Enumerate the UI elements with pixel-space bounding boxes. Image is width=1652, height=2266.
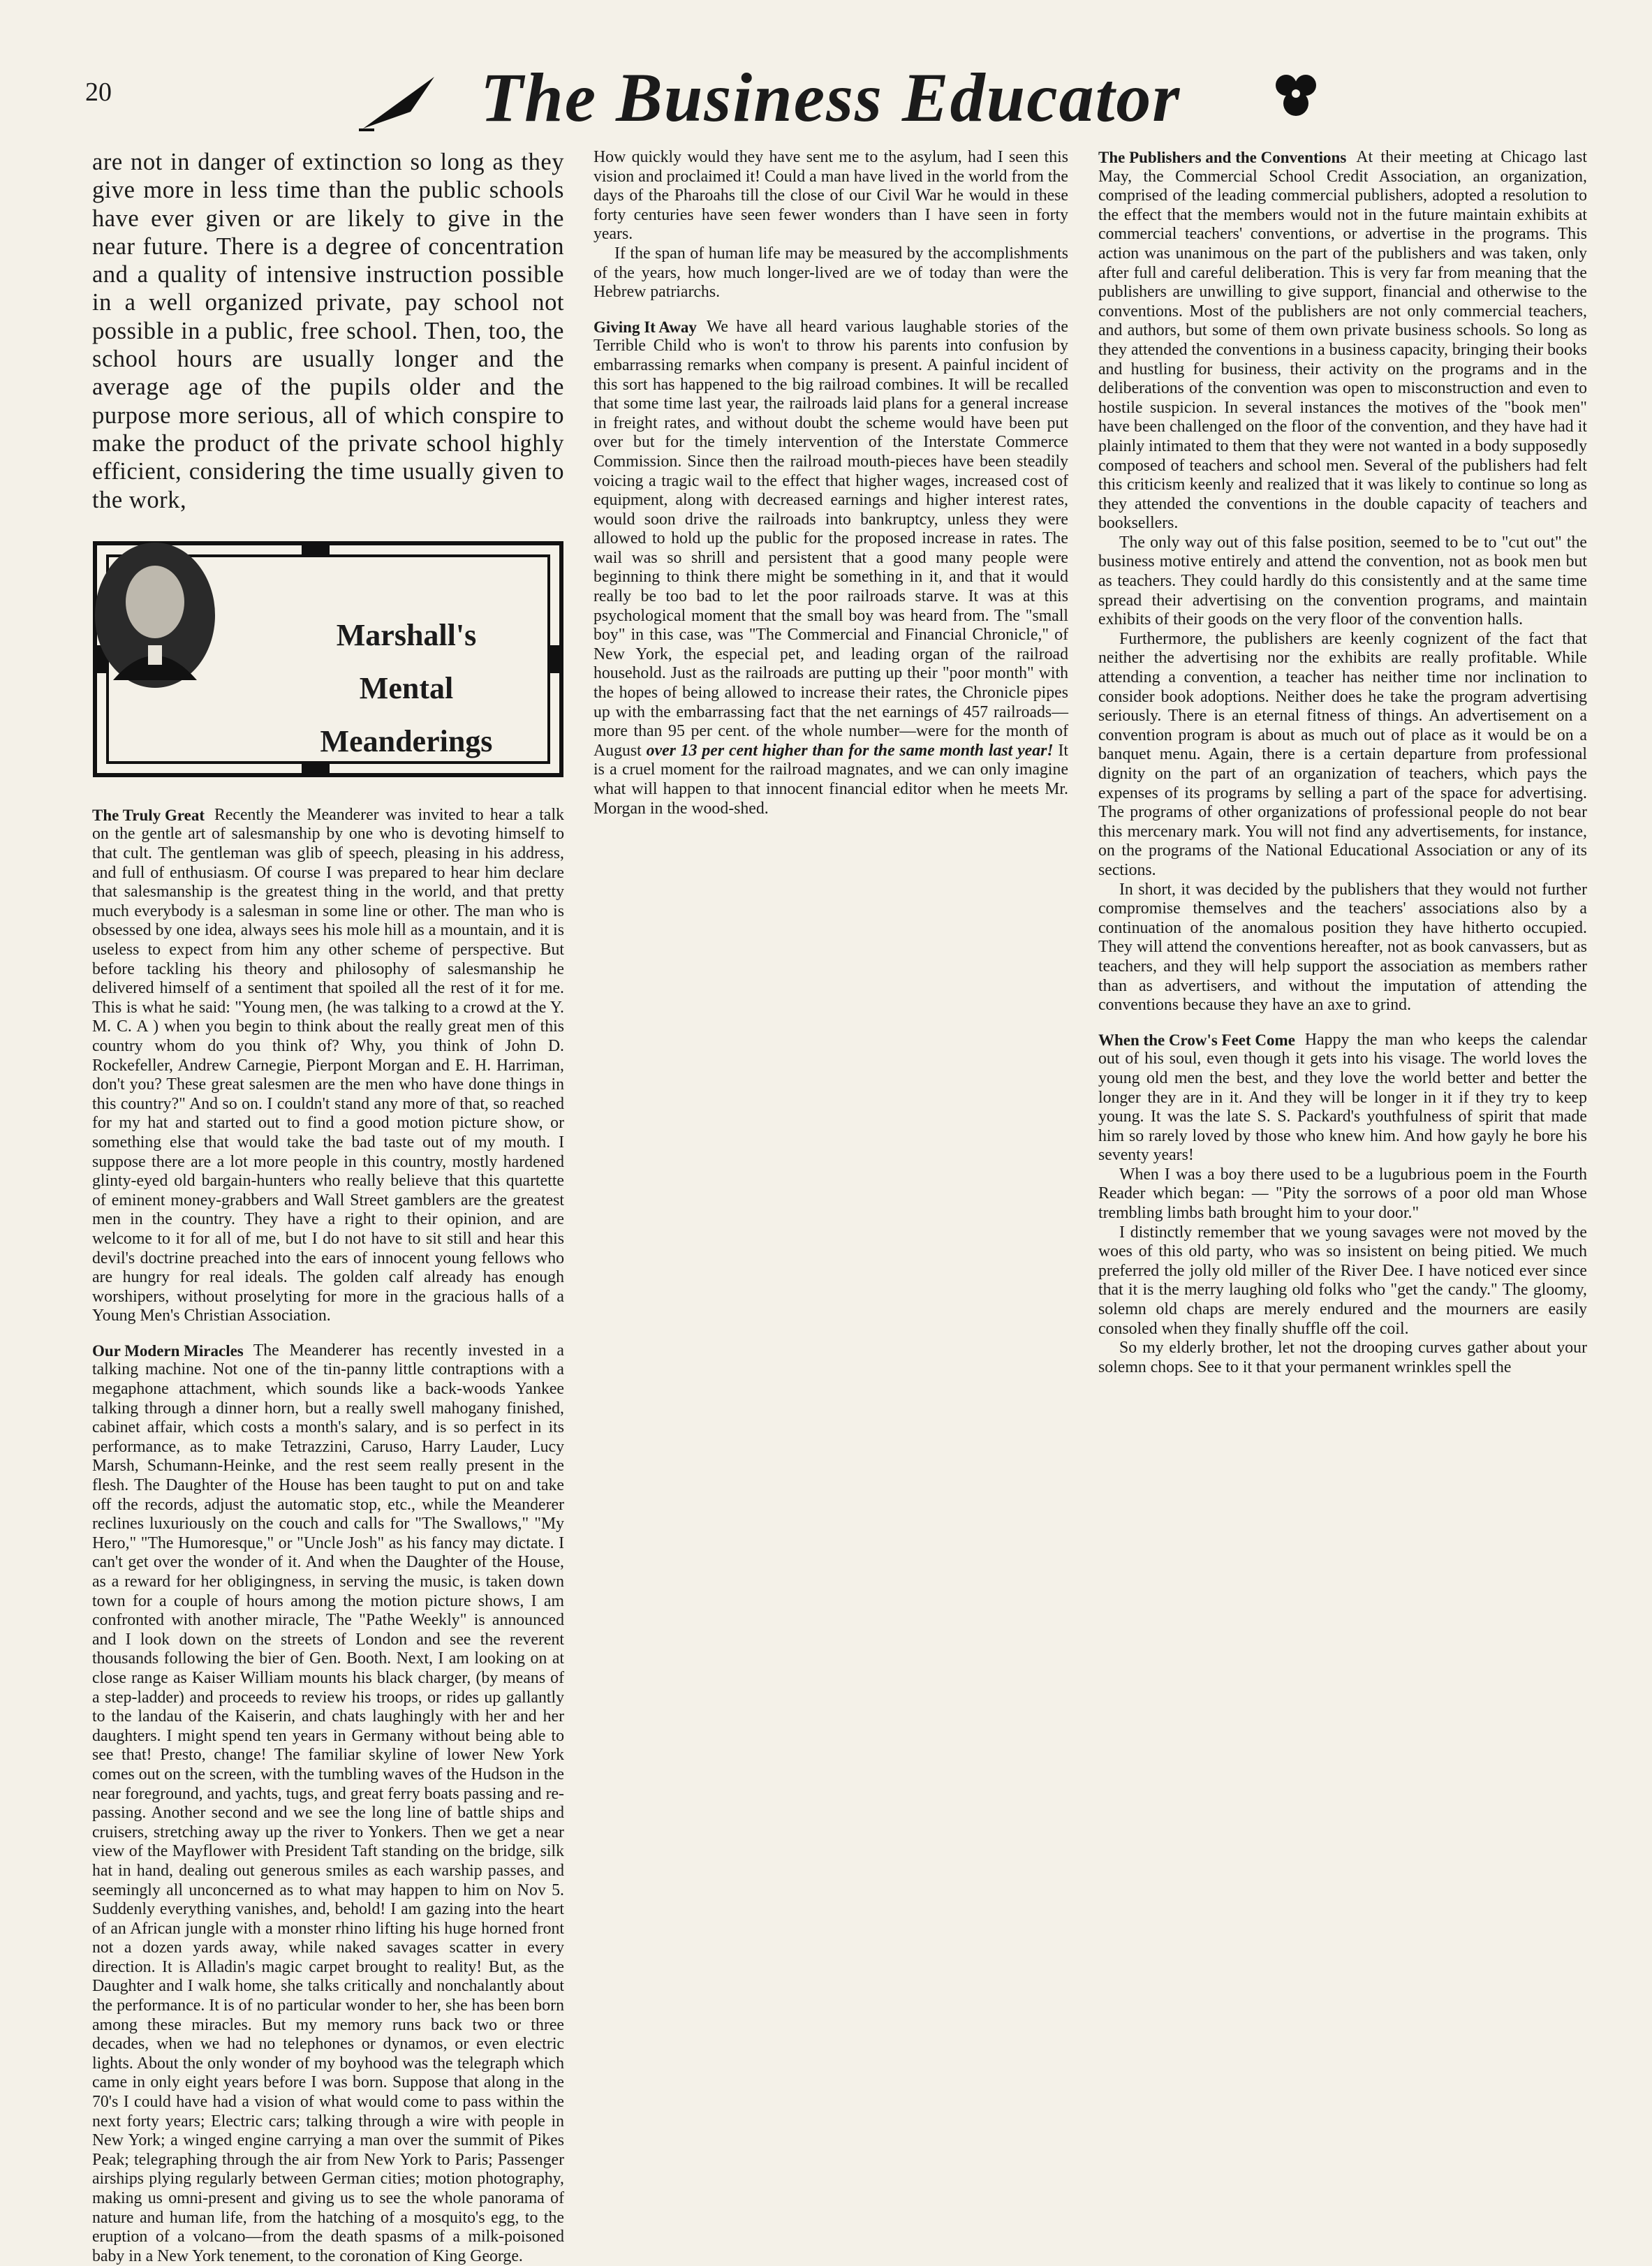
section-publishers: [1098, 148, 1587, 1015]
paragraph-crows-feet-4: So my elderly brother, let not the drooping curves gather about your solemn chops. See to it that your permanent wrinkles spell the: [1098, 1339, 1587, 1376]
paragraph-publishers-3: Furthermore, the publishers are keenly cognizent of the fact that neither the advertising nor the exhibits are really profitable. While attending a convention, a teacher has neither time nor inclination to consider book adoptions. Neither does he take the program advertising seriously. There is an eternal fitness of things. An advertisement on a convention program is about as much out of place as it would be on a banquet menu. Again, there is a certain departure from professional dignity on the part of an organization of teachers, which pays the expenses of its programs by selling a part of the space for advertising. The programs of other organizations of professional people do not bear this mercenary mark. You will not find any advertisements, for instance, on the programs of the National Educational Association or any of its sections.: [1098, 629, 1587, 879]
fleur-ornament-icon: [1272, 70, 1320, 120]
masthead-title: The Business Educator: [480, 59, 1181, 136]
column-3: [1098, 148, 1587, 1377]
section-heading-crows-feet: When the Crow's Feet Come: [1098, 1031, 1295, 1049]
feature-title: [316, 609, 497, 768]
section-giving-away: [593, 318, 1068, 818]
emphasis-earnings: over 13 per cent higher than for the same month last year!: [646, 741, 1054, 760]
paragraph-giving-away-1-end: It is a cruel moment for the railroad magnates, and we can only imagine what will happen to that innocent financial editor when he meets Mr. Morgan in the wood-shed.: [593, 741, 1069, 818]
section-truly-great: [92, 806, 564, 1326]
section-heading-modern-miracles: Our Modern Miracles: [92, 1341, 244, 1360]
intro-paragraph: are not in danger of extinction so long as they give more in less time than the public schools have ever given or are likely to give in the near future. There is a degree of concentration and a quality of intensive instruction possible in a well organized private, pay school not possible in a public, free school. Then, too, the school hours are usually longer and the average age of the pupils older and the purpose more serious, all of which conspire to make the product of the private school highly efficient, considering the time usually given to the work,: [92, 149, 564, 513]
section-heading-publishers: The Publishers and the Conventions: [1098, 149, 1347, 166]
paragraph-modern-miracles-3: If the span of human life may be measured by the accomplishments of the years, how much longer-lived are we of today than were the Hebrew patriarchs.: [593, 244, 1068, 302]
feature-title-box: [92, 540, 564, 778]
column-1: [92, 148, 564, 2266]
paragraph-modern-miracles-2: How quickly would they have sent me to the asylum, had I seen this vision and proclaimed it! Could a man have lived in the world from the days of the Pharoahs till the close of our Civil War he would in these forty centuries have seen fewer wonders than I have seen in forty years.: [593, 148, 1068, 244]
section-heading-giving-away: Giving It Away: [593, 318, 697, 336]
paragraph-crows-feet-2: When I was a boy there used to be a lugubrious poem in the Fourth Reader which began: — "Pity the sorrows of a poor old man Whose trembling limbs bath brought him to your door.": [1098, 1165, 1587, 1223]
paragraph-publishers-1: At their meeting at Chicago last May, the Commercial School Credit Association, an organization, comprised of the leading commercial publishers, adopted a resolution to the effect that the members would not in the future maintain exhibits at commercial teachers' conventions, or advertise in the programs. This action was unanimous on the part of the publishers and was taken, only after full and careful deliberation. This is very far from meaning that the publishers are unwilling to give support, financial and otherwise to the conventions. Most of the publishers are not only commercial teachers, and authors, but some of them own private business schools. So long as they attended the conventions in a business capacity, bringing their books and hustling for business, their activity on the programs and in the deliberations of the convention was open to misconstruction and even to hostile suspicion. In several instances the motives of the "book men" have been challenged on the floor of the convention, and they have had it plainly intimated to them that they were not wanted in a body supposedly composed of teachers and school men. Several of the publishers had felt this criticism keenly and realized that it was likely to continue so long as they attended the conventions in the double capacity of teachers and booksellers.: [1098, 148, 1587, 533]
paragraph-truly-great-1: Recently the Meanderer was invited to hear a talk on the gentle art of salesmanship by one who is devoting himself to that cult. The gentleman was glib of speech, pleasing in his address, and full of enthusiasm. Of course I was prepared to hear him declare that salesmanship is the greatest thing in the world, and that pretty much everybody is a salesman in some line or other. The man who is obsessed by one idea, always sees his mole hill as a mountain, and it is useless to expect from him any other scheme of perspective. But before tackling his theory and philosophy of salesmanship he delivered himself of a sentiment that spoiled all the rest of it for me. This is what he said: "Young men, (he was talking to a crowd at the Y. M. C. A ) when you begin to think about the really great men of this country whom do you think of? Why, you think of John D. Rockefeller, Andrew Carnegie, Pierpont Morgan and E. H. Harriman, don't you? These great salesmen are the men who have done things in this country?" And so on. I couldn't stand any more of that, so reached for my hat and started out to find a good motion picture show, or something else that would take the bad taste out of my mouth. I suppose there are a lot more people in this country, mostly hardened glinty-eyed old bargain-hunters who really believe that this quartette of eminent money-grabbers and Wall Street gamblers are the greatest men in the country. They have a right to their opinion, and are welcome to it for all of me, but I do not have to sit still and hear this devil's doctrine preached into the ears of innocent young fellows who are hungry for real ideals. The golden calf already has enough worshipers, without proselyting for more in the gracious halls of a Young Men's Christian Association.: [92, 805, 564, 1325]
portrait-image: [92, 540, 218, 691]
section-modern-miracles: [92, 1341, 564, 2266]
feature-title-line3: Meanderings: [320, 723, 493, 758]
section-heading-truly-great: The Truly Great: [92, 806, 205, 824]
feature-title-line1: Marshall's: [336, 617, 477, 652]
paragraph-giving-away-1: We have all heard various laughable stories of the Terrible Child who is won't to throw his parents into confusion by embarrassing remarks when company is present. A painful incident of this sort has happened to the big railroad combines. It will be recalled that some time last year, the railroads laid plans for a general increase in freight rates, and without doubt the scheme would have been put over but for the timely intervention of the Interstate Commerce Commission. Since then the railroad mouth-pieces have been steadily voicing a tragic wail to the effect that higher wages, increased cost of equipment, along with decreased earnings and higher interest rates, would soon drive the railroads into bankruptcy, unless they were allowed to hold up the public for the proposed increase in rates. The wail was so shrill and persistent that a good many people were beginning to think there might be something in it, and that it would really be too bad to let the poor railroads starve. It was at this psychological moment that the small boy was heard from. The "small boy" in this case, was "The Commercial and Financial Chronicle," of New York, the especial pet, and leading organ of the railroad household. Just as the railroads are putting up their "poor month" with the hopes of being allowed to increase their rates, the Chronicle pipes up with the embarrassing fact that the net earnings of 457 railroads—more than 95 per cent. of the whole number—were for the month of August: [593, 317, 1068, 760]
section-crows-feet: [1098, 1031, 1587, 1378]
page-header: [0, 42, 1652, 147]
page-number: 20: [85, 78, 112, 107]
paragraph-publishers-2: The only way out of this false position, seemed to be to "cut out" the business motive entirely and attend the convention, not as book men but as teachers. They could hardly do this consistently and at the same time spread their advertising on the convention programs, and maintain exhibits of their goods on the very floor of the convention halls.: [1098, 533, 1587, 629]
column-2: [593, 148, 1068, 818]
feature-title-line2: Mental: [359, 670, 454, 705]
paragraph-crows-feet-1: Happy the man who keeps the calendar out of his soul, even though it gets into his visage. The world loves the young old men the best, and they love the world better and better the longer they are in it. And they will be longer in it if they try to keep young. It was the late S. S. Packard's youthfulness of spirit that made him so rarely loved by those who knew him. And how gayly he bore his seventy years!: [1098, 1030, 1587, 1165]
paragraph-modern-miracles-1: The Meanderer has recently invested in a talking machine. Not one of the tin-panny little contraptions with a megaphone attachment, which sounds like a back-woods Yankee talking through a dinner horn, but a really swell mahogany finished, cabinet affair, which costs a month's salary, and is so perfect in its performance, as to make Tetrazzini, Caruso, Harry Lauder, Lucy Marsh, Schumann-Heinke, and the rest seem really present in the flesh. The Daughter of the House has been taught to put on and take off the records, adjust the automatic stop, etc., while the Meanderer reclines luxuriously on the couch and calls for "The Swallows," "My Hero," "The Humoresque," or "Uncle Josh" as his fancy may dictate. I can't get over the wonder of it. And when the Daughter of the House, as a reward for her obligingness, in serving the music, is taken down town for a couple of hours among the motion picture shows, I am confronted with another miracle, The "Pathe Weekly" is announced and I look down on the streets of London and see the reverent thousands following the bier of Gen. Booth. Next, I am looking on at close range as Kaiser William mounts his black charger, (by means of a step-ladder) and proceeds to review his troops, or rides up gallantly to the landau of the Kaiserin, and chats laughingly with her and her daughters. I might spend ten years in Germany without being able to see that! Presto, change! The familiar skyline of lower New York comes out on the screen, with the tumbling waves of the Hudson in the near foreground, and yachts, tugs, and great ferry boats passing and re-passing. Another second and we see the long line of battle ships and cruisers, stretching away up the river to Yonkers. Then we get a near view of the Mayflower with President Taft standing on the bridge, silk hat in hand, dealing out generous smiles as each warship passes, and seemingly all unconcerned as to what may happen to him on Nov 5. Suddenly everything vanishes, and, behold! I am gazing into the heart of an African jungle with a monster rhino lifting his huge horned front not a dozen yards away, while naked savages scatter in every direction. It is Alladin's magic carpet brought to reality! But, as the Daughter and I walk home, she talks critically and nonchalantly about the performance. It is of no particular wonder to her, she has been born among these miracles. But my memory runs back two or three decades, when we had no telephones or dynamos, or even electric lights. About the only wonder of my boyhood was the telegraph which came in only eight years before I was born. Suppose that along in the 70's I could have had a vision of what would come to pass within the next forty years; Electric cars; talking through a wire with people in New York; a winged engine carrying a man over the summit of Pikes Peak; telegraphing through the air from New York to Paris; Passenger airships plying regularly between German cities; motion photography, making us omni-present and giving us to see the whole panorama of nature and human life, from the hatching of a mosquito's egg, to the eruption of a volcano—from the death spasms of a milk-poisoned baby in a New York tenement, to the coronation of King George.: [92, 1341, 564, 2265]
paragraph-publishers-4: In short, it was decided by the publishers that they would not further compromise themselves and the teachers' associations also by a continuation of the anomalous position they have hitherto occupied. They will attend the conventions hereafter, not as book canvassers, but as teachers, and they will help support the association as members rather than as advertisers, and without the imputation of attending the conventions because they have an axe to grind.: [1098, 880, 1587, 1015]
paragraph-crows-feet-3: I distinctly remember that we young savages were not moved by the woes of this old party, who was so insistent on being pitied. We much preferred the jolly old miller of the River Dee. I have noticed ever since that it is the merry laughing old folks who "get the candy." The gloomy, solemn old chaps are merely endured and the mourners are easily consoled when they finally shuffle off the coil.: [1098, 1223, 1587, 1338]
quill-pen-icon: [357, 70, 441, 133]
